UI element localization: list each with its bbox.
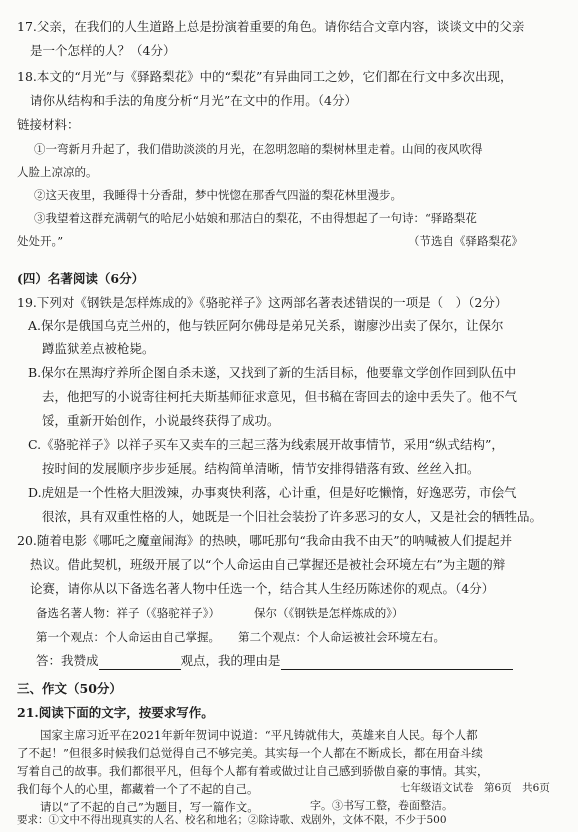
material-3-source: （节选自《驿路梨花》 bbox=[408, 234, 523, 248]
prompt-paragraph-line1: 国家主席习近平在2021年新年贺词中说道：“平凡铸就伟大，英雄来自人民。每个人都 bbox=[40, 728, 478, 742]
candidate-characters bbox=[36, 604, 404, 622]
q19-option-d-line1: D.虎妞是一个性格大胆泼辣，办事爽快利落，心计重，但是好吃懒惰，好逸恶劳，市侩气 bbox=[28, 485, 517, 500]
prompt-instruction: 请以“了不起的自己”为题目，写一篇作文。 bbox=[40, 800, 259, 814]
q19-stem: 19.下列对《钢铁是怎样炼成的》《骆驼祥子》这两部名著表述错误的一项是（ ）（2分） bbox=[17, 295, 508, 310]
q21-stem: 21.阅读下面的文字，按要求写作。 bbox=[17, 705, 214, 720]
q17-line1: 17.父亲，在我们的人生道路上总是扮演着重要的角色。请你结合文章内容，谈谈文中的父亲 bbox=[17, 19, 525, 34]
viewpoint-blank[interactable] bbox=[99, 655, 181, 670]
q19-option-a-line1: A.保尔是俄国乌克兰州的，他与铁匠阿尔佛母是弟兄关系，谢廖沙出卖了保尔，让保尔 bbox=[28, 318, 504, 333]
q19-option-b-line1: B.保尔在黑海疗养所企图自杀未遂，又找到了新的生活目标，他要靠文学创作回到队伍中 bbox=[28, 365, 517, 380]
candidate-label: 备选名著人物： bbox=[36, 606, 117, 620]
reason-blank[interactable] bbox=[281, 655, 513, 670]
material-3-line1: ③我望着这群充满朝气的哈尼小姑娘和那洁白的梨花，不由得想起了一句诗：“驿路梨花 bbox=[34, 211, 477, 225]
material-3-line2: 处处开。” bbox=[17, 234, 64, 248]
q19-option-b-line3: 馁，重新开始创作，小说最终获得了成功。 bbox=[42, 413, 280, 428]
q20-line2: 热议。借此契机，班级开展了以“个人命运由自己掌握还是被社会环境左右”为主题的辩 bbox=[30, 557, 506, 572]
q20-line3: 论赛，请你从以下备选名著人物中任选一个，结合其人生经历陈述你的观点。（4分） bbox=[30, 581, 495, 596]
link-material-label: 链接材料： bbox=[17, 117, 80, 132]
q18-line1: 18.本文的“月光”与《驿路梨花》中的“梨花”有异曲同工之妙，它们都在行文中多次出现， bbox=[17, 69, 513, 84]
q20-answer-line bbox=[36, 652, 513, 670]
q19-option-c-line2: 按时间的发展顺序步步延展。结构简单清晰，情节安排得错落有致、丝丝入扣。 bbox=[42, 461, 480, 476]
viewpoint-2: 第二个观点：个人命运被社会环境左右。 bbox=[238, 630, 445, 644]
requirements-line2: 字。③书写工整，卷面整洁。 bbox=[310, 799, 453, 812]
candidate-xiangzi: 祥子（《骆驼祥子》） bbox=[116, 606, 220, 620]
q19-option-c-line1: C.《骆驼祥子》以祥子买车又卖车的三起三落为线索展开故事情节，采用“纵式结构”， bbox=[28, 437, 504, 452]
material-2: ②这天夜里，我睡得十分香甜，梦中恍惚在那香气四溢的梨花林里漫步。 bbox=[34, 188, 402, 202]
material-1-line1: ①一弯新月升起了，我们借助淡淡的月光，在忽明忽暗的梨树林里走着。山间的夜风吹得 bbox=[34, 142, 483, 156]
viewpoint-1: 第一个观点：个人命运由自己掌握。 bbox=[36, 630, 220, 644]
q19-option-b-line2: 去，他把写的小说寄往柯托夫斯基师征求意见，但书稿在寄回去的途中丢失了。他不气 bbox=[42, 389, 518, 404]
page-footer: 七年级语文试卷 第6页 共6页 bbox=[400, 782, 550, 794]
prompt-paragraph-line3: 写着自己的故事。我们都很平凡，但每个人都有着或做过让自己感到骄傲自豪的事情。其实， bbox=[17, 764, 489, 778]
q17-line2: 是一个怎样的人？（4分） bbox=[30, 43, 176, 58]
answer-prefix: 答：我赞成 bbox=[36, 653, 99, 668]
answer-middle: 观点，我的理由是 bbox=[180, 653, 281, 668]
debate-viewpoints bbox=[36, 628, 445, 646]
q19-option-d-line2: 很浓，具有双重性格的人，她既是一个旧社会装扮了许多恶习的女人，又是社会的牺牲品。 bbox=[42, 509, 543, 524]
q18-line2: 请你从结构和手法的角度分析“月光”在文中的作用。（4分） bbox=[30, 93, 357, 108]
q20-line1: 20.随着电影《哪吒之魔童闹海》的热映，哪吒那句“我命由我不由天”的呐喊被人们提起并 bbox=[17, 533, 513, 548]
prompt-paragraph-line4: 我们每个人的心里，都藏着一个了不起的自己。 bbox=[17, 782, 259, 796]
q19-option-a-line2: 蹲监狱差点被枪毙。 bbox=[42, 341, 155, 356]
section-4-title: (四）名著阅读（6分） bbox=[17, 271, 145, 286]
requirements-line1: 要求：①文中不得出现真实的人名、校名和地名；②除诗歌、戏剧外，文体不限，不少于500 bbox=[17, 814, 447, 826]
section-3-title: 三、作文（50分） bbox=[17, 681, 122, 696]
prompt-paragraph-line2: 了不起！”但很多时候我们总觉得自己不够完美。其实每一个人都在不断成长，都在用奋斗续 bbox=[17, 746, 483, 760]
candidate-paul: 保尔（《钢铁是怎样炼成的》） bbox=[254, 606, 404, 620]
material-1-line2: 人脸上凉凉的。 bbox=[17, 165, 98, 179]
